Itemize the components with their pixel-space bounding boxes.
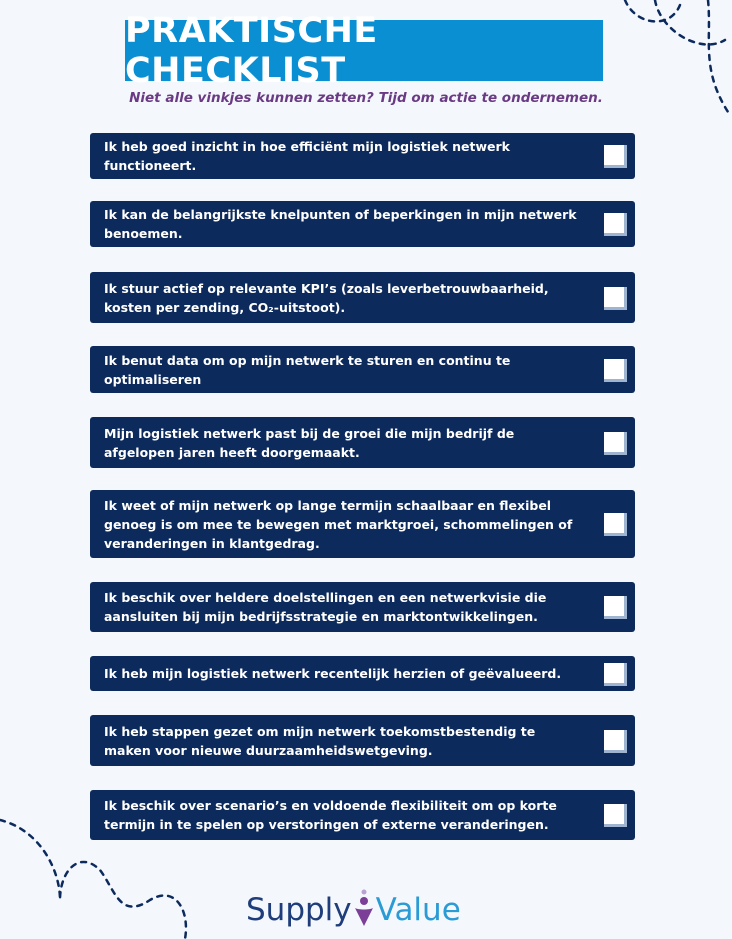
checklist-item-text: Ik heb stappen gezet om mijn netwerk toekomstbestendig te maken voor nieuwe duurzaamheidswetgeving. xyxy=(104,723,536,758)
logo-text-value: Value xyxy=(375,892,461,928)
checklist-checkbox[interactable] xyxy=(604,287,627,310)
logo-text-supply: Supply xyxy=(246,892,352,928)
checklist-item-text: Ik heb goed inzicht in hoe efficiënt mijn logistiek netwerk functioneert. xyxy=(104,139,510,173)
title-banner xyxy=(125,10,603,91)
checklist-item xyxy=(90,417,635,468)
checklist-item xyxy=(90,715,635,766)
page-title: PRAKTISCHE CHECKLIST xyxy=(125,10,378,91)
checklist-item-text: Ik heb mijn logistiek netwerk recentelijk herzien of geëvalueerd. xyxy=(104,666,562,681)
checklist-item xyxy=(90,790,635,840)
checklist-item xyxy=(90,346,635,393)
supplyvalue-logo xyxy=(246,880,486,930)
checklist-checkbox[interactable] xyxy=(604,145,627,168)
checklist-checkbox[interactable] xyxy=(604,596,627,619)
checklist-checkbox[interactable] xyxy=(604,730,627,753)
checklist-item-text: Ik stuur actief op relevante KPI’s (zoals leverbetrouwbaarheid, kosten per zending, CO₂-uitstoot). xyxy=(104,280,549,315)
checklist-item xyxy=(90,490,635,558)
checklist-checkbox[interactable] xyxy=(604,359,627,382)
checklist-checkbox[interactable] xyxy=(604,663,627,686)
checklist-item xyxy=(90,201,635,247)
checklist-item xyxy=(90,656,635,691)
page-subtitle: Niet alle vinkjes kunnen zetten? Tijd om actie te ondernemen. xyxy=(129,90,603,106)
checklist-item-text: Ik weet of mijn netwerk op lange termijn schaalbaar en flexibel genoeg is om mee te bewegen met marktgroei, schommelingen of veranderingen in klantgedrag. xyxy=(104,497,573,551)
checklist-item-text: Ik benut data om op mijn netwerk te sturen en continu te optimaliseren xyxy=(104,352,511,387)
checklist-checkbox[interactable] xyxy=(604,432,627,455)
checklist-item xyxy=(90,133,635,179)
checklist-item-text: Mijn logistiek netwerk past bij de groei die mijn bedrijf de afgelopen jaren heeft doorgemaakt. xyxy=(104,425,515,460)
checklist-item xyxy=(90,582,635,632)
checklist-checkbox[interactable] xyxy=(604,213,627,236)
checklist-checkbox[interactable] xyxy=(604,804,627,827)
checklist-item xyxy=(90,272,635,323)
checklist-item-text: Ik beschik over heldere doelstellingen en een netwerkvisie die aansluiten bij mijn bedrijfsstrategie en marktontwikkelingen. xyxy=(104,590,547,624)
checklist-item-text: Ik beschik over scenario’s en voldoende flexibiliteit om op korte termijn in te spelen op verstoringen of externe veranderingen. xyxy=(104,798,557,832)
logo-person-icon xyxy=(353,886,375,930)
checklist-checkbox[interactable] xyxy=(604,513,627,536)
checklist-item-text: Ik kan de belangrijkste knelpunten of beperkingen in mijn netwerk benoemen. xyxy=(104,207,577,241)
